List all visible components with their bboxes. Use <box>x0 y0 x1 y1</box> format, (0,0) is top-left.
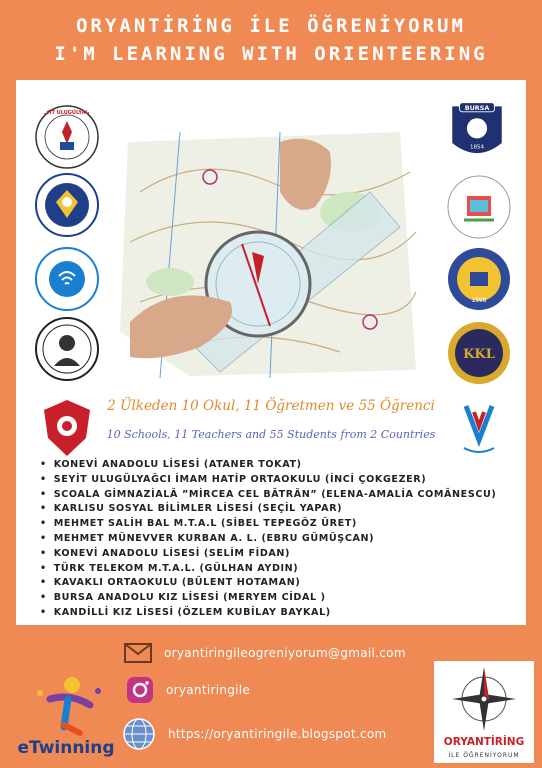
logo-text: KKL <box>463 347 495 362</box>
school-list-item: • TÜRK TELEKOM M.T.A.L. (GÜLHAN AYDIN) <box>40 562 496 577</box>
brand-name: ORYANTİRİNG <box>443 736 525 748</box>
logo-year: 1854 <box>470 144 484 151</box>
email-contact[interactable] <box>124 643 406 663</box>
school-logo-turk-telekom <box>34 246 100 312</box>
title-english: I'M LEARNING WITH ORIENTEERING <box>54 43 488 65</box>
title-turkish: ORYANTİRİNG İLE ÖĞRENİYORUM <box>76 15 466 37</box>
school-logo-kandilli <box>446 320 512 386</box>
logo-text: BURSA <box>464 104 490 112</box>
school-list-item: • KARLISU SOSYAL BİLİMLER LİSESİ (SEÇİL YAPAR) <box>40 502 496 517</box>
project-brand-logo <box>434 661 534 763</box>
school-logo-mehmet-salih-bal <box>34 172 100 238</box>
instagram-handle: oryantiringile <box>166 683 251 697</box>
school-list-item: • KONEVİ ANADOLU LİSESİ (ATANER TOKAT) <box>40 458 496 473</box>
school-list-item: • SEYİT ULUGÜLYAĞCI İMAM HATİP ORTAOKULU (İNCİ ÇOKGEZER) <box>40 473 496 488</box>
logo-year: 1998 <box>471 297 487 304</box>
mail-icon <box>124 643 152 663</box>
school-list-item: • KAVAKLI ORTAOKULU (BÜLENT HOTAMAN) <box>40 576 496 591</box>
content-card <box>16 80 526 625</box>
school-logo-scoala-gimnaziala <box>34 316 100 382</box>
blog-contact[interactable] <box>122 717 387 751</box>
footer <box>0 625 542 768</box>
school-logo-bursa-anadolu-kiz <box>444 96 510 168</box>
logo-text: SEYİT ULUGÜLYAĞCI <box>39 110 95 116</box>
school-list-item: • MEHMET MÜNEVVER KURBAN A. L. (EBRU GÜMÜŞCAN) <box>40 532 496 547</box>
etwinning-label: eTwinning <box>17 738 115 758</box>
school-list-item: • SCOALA GİMNAZİALĂ ”MİRCEA CEL BĂTRÂN” (ELENA-AMALİA COMĂNESCU) <box>40 488 496 503</box>
school-logo-seyit-ulugulyagci <box>34 104 100 170</box>
school-list-item: • KANDİLLİ KIZ LİSESİ (ÖZLEM KUBİLAY BAYKAL) <box>40 606 496 621</box>
summary-english: 10 Schools, 11 Teachers and 55 Students from 2 Countries <box>106 428 436 441</box>
summary-turkish: 2 Ülkeden 10 Okul, 11 Öğretmen ve 55 Öğrenci <box>107 398 435 414</box>
school-list-item: • MEHMET SALİH BAL M.T.A.L (SİBEL TEPEGÖZ ÜRET) <box>40 517 496 532</box>
globe-icon <box>122 717 156 751</box>
school-list <box>40 458 496 621</box>
blog-url: https://oryantiringile.blogspot.com <box>168 727 387 741</box>
etwinning-logo <box>10 669 122 759</box>
school-logo-konevi-anadolu <box>446 174 512 240</box>
school-list-item: • KONEVİ ANADOLU LİSESİ (SELİM FİDAN) <box>40 547 496 562</box>
email-address: oryantiringileogreniyorum@gmail.com <box>164 646 406 660</box>
brand-tagline: İLE ÖĞRENİYORUM <box>448 752 520 759</box>
instagram-icon <box>126 676 154 704</box>
school-logo-kavakli <box>446 246 512 312</box>
instagram-contact[interactable] <box>126 676 250 704</box>
compass-map-photo <box>120 132 418 378</box>
school-list-item: • BURSA ANADOLU KIZ LİSESİ (MERYEM CİDAL ) <box>40 591 496 606</box>
